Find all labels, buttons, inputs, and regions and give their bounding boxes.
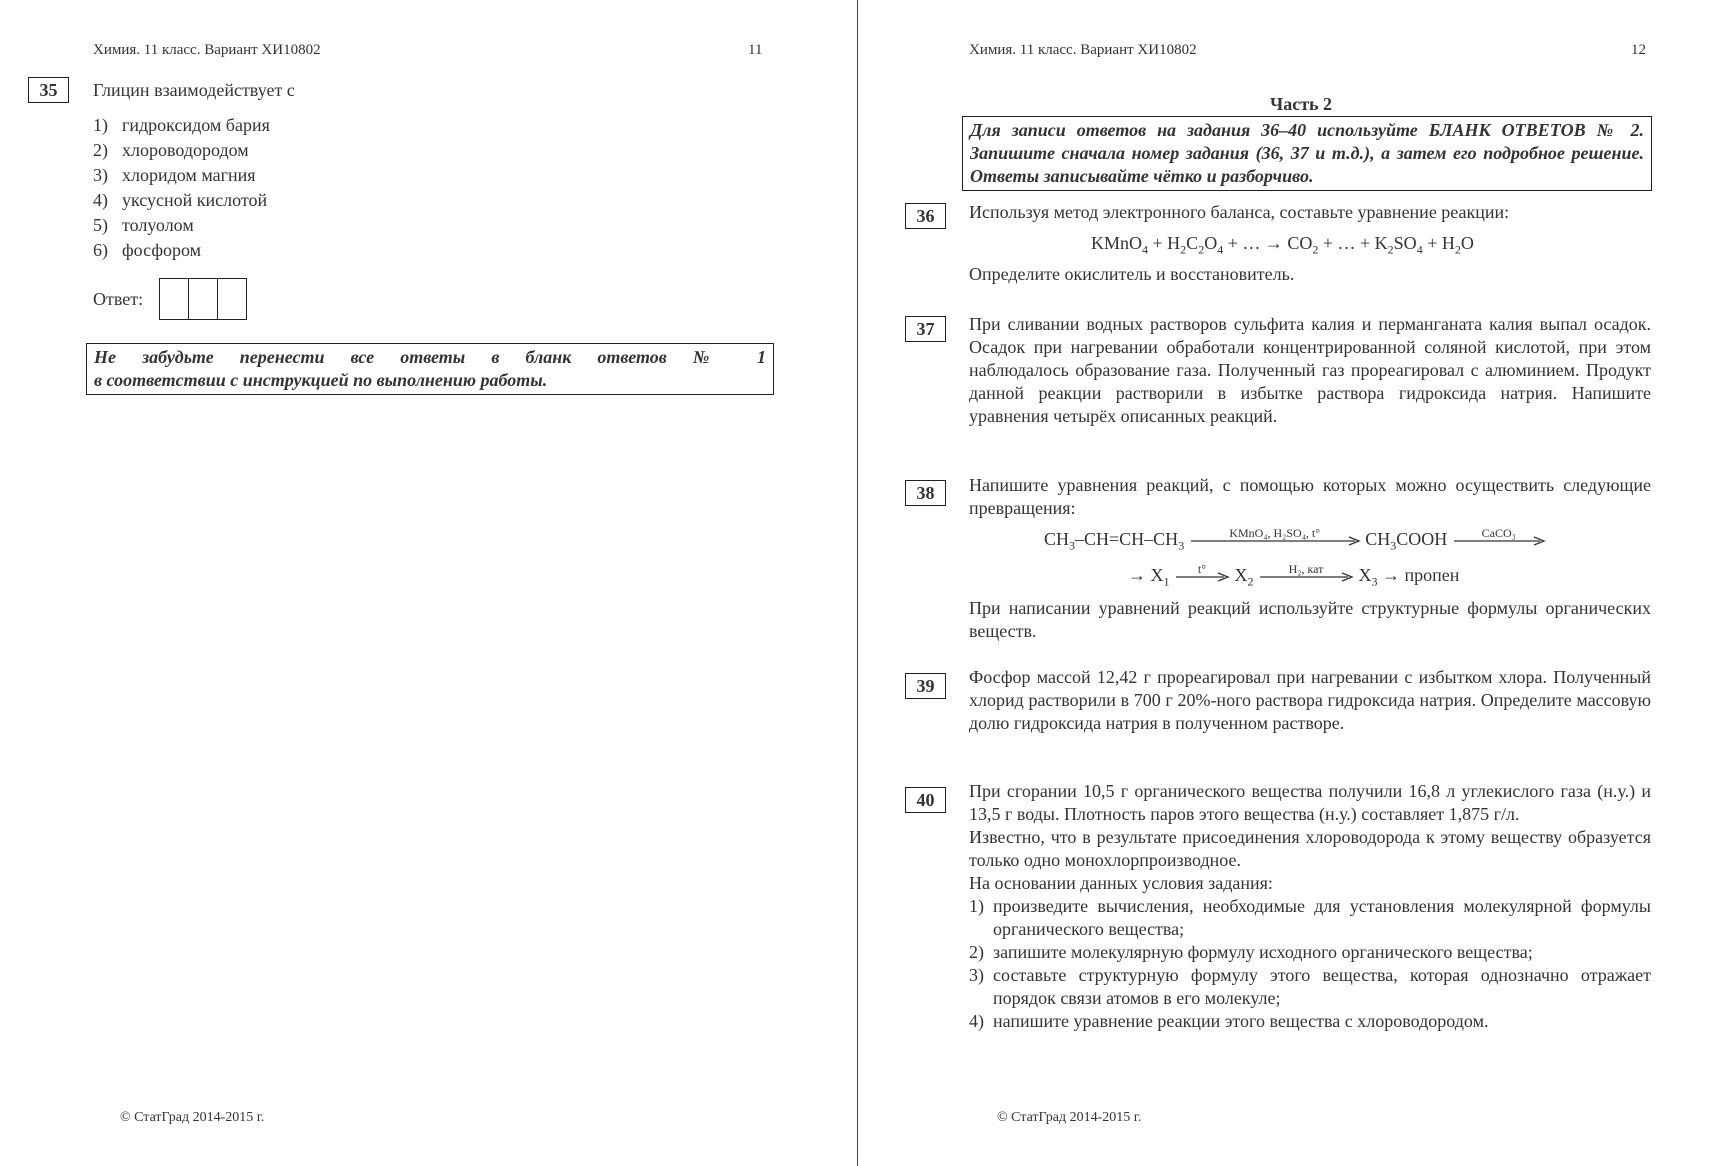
page-footer: © СтатГрад 2014-2015 г. (120, 1110, 265, 1125)
instructions-box: Для записи ответов на задания 36–40 используйте БЛАНК ОТВЕТОВ № 2. Запишите сначала номер задания (36, 37 и т.д.), а затем его подробное решение. Ответы записывайте чётко и разборчиво. (962, 116, 1652, 191)
page-header: Химия. 11 класс. Вариант ХИ10802 (969, 42, 1197, 58)
task-number-35: 35 (28, 77, 69, 103)
reaction-arrow: H₂, кат (1258, 572, 1354, 582)
answer-cell[interactable] (189, 279, 218, 319)
task-36-text-2: Определите окислитель и восстановитель. (969, 264, 1295, 284)
part-title: Часть 2 (1270, 94, 1333, 114)
reaction-arrow: t° (1174, 572, 1230, 582)
list-item: 2) запишите молекулярную формулу исходного органического вещества; (969, 942, 1533, 962)
answer-cells[interactable] (159, 278, 247, 320)
answer-cell[interactable] (218, 279, 246, 319)
task-number-40: 40 (905, 787, 946, 813)
task-number-39: 39 (905, 673, 946, 699)
option-item: 2) хлороводородом (93, 140, 249, 160)
option-item: 3) хлоридом магния (93, 165, 256, 185)
option-item: 6) фосфором (93, 240, 202, 260)
task-38-scheme-line-2: → $X_1$ t° $X_2$ H₂, кат $X_3$ → пропен (1128, 561, 1460, 589)
task-38-text-2: При написании уравнений реакций используйте структурные формулы органических веществ. (969, 598, 1651, 641)
task-36-text: Используя метод электронного баланса, составьте уравнение реакции: (969, 202, 1510, 222)
task-number-37: 37 (905, 316, 946, 342)
task-37-text: При сливании водных растворов сульфита калия и перманганата калия выпал осадок. Осадок при нагревании обработали концентрированной соляной кислотой, при этом наблюдалось образование газа. Полученный газ прореагировал с алюминием. Продукт данной реакции растворили в избытке раствора гидроксида натрия. Напишите уравнения четырёх описанных реакций. (969, 314, 1651, 426)
answer-label: Ответ: (93, 288, 144, 309)
reaction-arrow: CaCO₃ (1452, 536, 1546, 546)
page-header: Химия. 11 класс. Вариант ХИ10802 (93, 42, 321, 58)
reminder-line-1: Не забудьте перенести все ответы в бланк ответов № 1 (94, 347, 766, 367)
list-item: 3) составьте структурную формулу этого вещества, которая однозначно отражает порядок связи атомов в его молекуле; (969, 965, 1651, 1008)
page-number: 11 (748, 42, 763, 58)
page-footer: © СтатГрад 2014-2015 г. (997, 1110, 1142, 1125)
task-number-38: 38 (905, 480, 946, 506)
list-item: 1) произведите вычисления, необходимые для установления молекулярной формулы органического вещества; (969, 896, 1651, 939)
option-item: 1) гидроксидом бария (93, 115, 270, 135)
task-40-text-2: Известно, что в результате присоединения хлороводорода к этому веществу образуется только одно монохлорпроизводное. (969, 827, 1651, 870)
task-40-body (969, 780, 1651, 1033)
task-35-options (93, 113, 270, 263)
reminder-line-2: в соответствии с инструкцией по выполнению работы. (94, 370, 548, 390)
answer-row (93, 278, 247, 320)
reaction-arrow: KMnO₄, H₂SO₄, t° (1189, 536, 1361, 546)
option-item: 4) уксусной кислотой (93, 190, 268, 210)
task-38-text: Напишите уравнения реакций, с помощью которых можно осуществить следующие превращения: (969, 475, 1651, 518)
task-number-36: 36 (905, 203, 946, 229)
task-40-text-3: На основании данных условия задания: (969, 873, 1273, 893)
task-39-text: Фосфор массой 12,42 г прореагировал при нагревании с избытком хлора. Полученный хлорид растворили в 700 г 20%-ного раствора гидроксида натрия. Определите массовую долю гидроксида натрия в полученном растворе. (969, 667, 1651, 733)
task-40-text-1: При сгорании 10,5 г органического вещества получили 16,8 л углекислого газа (н.у.) и 13,5 г воды. Плотность паров этого вещества (н.у.) составляет 1,875 г/л. (969, 781, 1651, 824)
option-item: 5) толуолом (93, 215, 194, 235)
task-38-scheme-line-1: $CH_3-CH=CH-CH_3$ KMnO₄, H₂SO₄, t° $CH_3COOH$ CaCO₃ (1044, 528, 1546, 558)
task-40-steps (969, 895, 1651, 1033)
page-number: 12 (1631, 42, 1646, 58)
list-item: 4) напишите уравнение реакции этого вещества с хлороводородом. (969, 1011, 1489, 1031)
task-36-equation: KMnO$_4$ + $H_2C_2O_4$ + … → $CO_2$ + … + $K_2SO_4 + H_2O$ (1091, 233, 1474, 257)
reminder-box (86, 343, 774, 395)
task-35-prompt: Глицин взаимодействует с (93, 80, 295, 100)
right-page (858, 0, 1714, 1166)
answer-cell[interactable] (160, 279, 189, 319)
